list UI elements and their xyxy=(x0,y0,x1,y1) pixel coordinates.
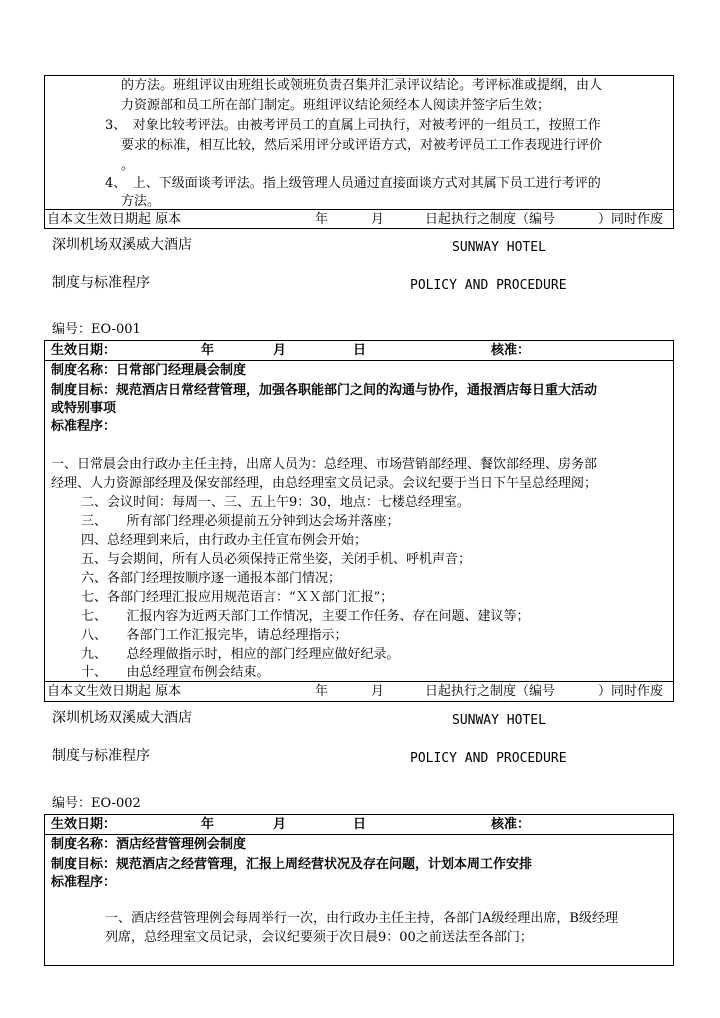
doc-title-en: POLICY AND PROCEDURE xyxy=(410,278,567,293)
text-line: 4、 上、下级面谈考评法。指上级管理人员通过直接面谈方式对其属下员工进行考评的 xyxy=(105,176,601,191)
text-line: 方法。 xyxy=(121,194,161,209)
doc-code: 编号：EO-001 xyxy=(52,322,141,337)
procedure-item: 三、 所有部门经理必须提前五分钟到达会场并落座； xyxy=(81,514,400,529)
policy-goal: 制度目标：规范酒店日常经营管理，加强各职能部门之间的沟通与协作，通报酒店每日重大活动 xyxy=(51,383,598,398)
procedure-item: 五、与会期间，所有人员必须保持正常坐姿，关闭手机、呼机声音； xyxy=(81,552,472,567)
doc-title-cn: 制度与标准程序 xyxy=(52,748,150,764)
section2-box xyxy=(44,814,674,966)
effective-year: 年 xyxy=(201,343,215,358)
policy-goal: 制度目标：规范酒店之经营管理，汇报上周经营状况及存在问题，计划本周工作安排 xyxy=(51,857,533,872)
std-procedure-label: 标准程序： xyxy=(51,875,117,890)
hotel-name-cn: 深圳机场双溪威大酒店 xyxy=(52,710,192,726)
text-line: 的方法。班组评议由班组长或领班负责召集并汇录评议结论。考评标准或提纲，由人 xyxy=(121,78,603,93)
effective-month: 月 xyxy=(273,817,287,832)
footer-suffix-2: ）同时作废 xyxy=(598,684,664,699)
hotel-name-en: SUNWAY HOTEL xyxy=(452,713,546,728)
procedure-item: 九、 总经理做指示时，相应的部门经理应做好纪录。 xyxy=(81,647,400,662)
procedure-item: 四、总经理到来后，由行政办主任宣布例会开始； xyxy=(81,533,368,548)
footer-suffix-2: ）同时作废 xyxy=(598,212,664,227)
footer-suffix-1: 日起执行之制度（编号 xyxy=(425,212,556,227)
procedure-item: 一、酒店经营管理例会每周举行一次，由行政办主任主持，各部门A级经理出席，B级经理 xyxy=(105,911,618,926)
effective-day: 日 xyxy=(353,817,367,832)
footer-suffix-1: 日起执行之制度（编号 xyxy=(425,684,556,699)
text-line: 。 xyxy=(121,158,135,173)
effective-date-label: 生效日期： xyxy=(51,343,117,358)
footer-prefix: 自本文生效日期起 原本 xyxy=(47,212,182,227)
approve-label: 核准： xyxy=(491,817,531,832)
effective-day: 日 xyxy=(353,343,367,358)
footer-year: 年 xyxy=(315,684,329,699)
procedure-item: 七、各部门经理汇报应用规范语言：“ＸＸ部门汇报”； xyxy=(81,590,394,605)
text-line: 3、 对象比较考评法。由被考评员工的直属上司执行，对被考评的一组员工，按照工作 xyxy=(105,118,601,133)
section1-box xyxy=(44,340,674,702)
hotel-name-cn: 深圳机场双溪威大酒店 xyxy=(52,237,192,253)
footer-year: 年 xyxy=(315,212,329,227)
procedure-item: 二、会议时间：每周一、三、五上午9：30，地点：七楼总经理室。 xyxy=(81,495,470,510)
section0-box xyxy=(44,75,674,229)
effective-year: 年 xyxy=(201,817,215,832)
effective-date-label: 生效日期： xyxy=(51,817,117,832)
text-line: 要求的标准，相互比较，然后采用评分或评语方式，对被考评员工工作表现进行评价 xyxy=(121,138,603,153)
procedure-item: 一、日常晨会由行政办主任主持，出席人员为：总经理、市场营销部经理、餐饮部经理、房务部 xyxy=(51,457,598,472)
procedure-item: 十、 由总经理宣布例会结束。 xyxy=(81,665,270,680)
procedure-item: 六、各部门经理按顺序逐一通报本部门情况； xyxy=(81,571,342,586)
footer-month: 月 xyxy=(371,684,385,699)
approve-label: 核准： xyxy=(491,343,531,358)
doc-code: 编号：EO-002 xyxy=(52,796,141,811)
std-procedure-label: 标准程序： xyxy=(51,419,117,434)
policy-name: 制度名称：日常部门经理晨会制度 xyxy=(51,363,247,378)
policy-goal-cont: 或特别事项 xyxy=(51,401,117,416)
procedure-item: 八、 各部门工作汇报完毕，请总经理指示； xyxy=(81,628,348,643)
effective-month: 月 xyxy=(273,343,287,358)
policy-name: 制度名称：酒店经营管理例会制度 xyxy=(51,837,247,852)
hotel-name-en: SUNWAY HOTEL xyxy=(452,240,546,255)
text-line: 力资源部和员工所在部门制定。班组评议结论须经本人阅读并签字后生效； xyxy=(121,98,551,113)
procedure-item: 七、 汇报内容为近两天部门工作情况，主要工作任务、存在问题、建议等； xyxy=(81,609,530,624)
procedure-item: 经理、人力资源部经理及保安部经理，由总经理室文员记录。会议纪要于当日下午呈总经理阅； xyxy=(51,476,598,491)
footer-month: 月 xyxy=(371,212,385,227)
doc-title-cn: 制度与标准程序 xyxy=(52,275,150,291)
footer-prefix: 自本文生效日期起 原本 xyxy=(47,684,182,699)
doc-title-en: POLICY AND PROCEDURE xyxy=(410,751,567,766)
procedure-item: 列席，总经理室文员记录，会议纪要须于次日晨9：00之前送法至各部门； xyxy=(105,930,533,945)
